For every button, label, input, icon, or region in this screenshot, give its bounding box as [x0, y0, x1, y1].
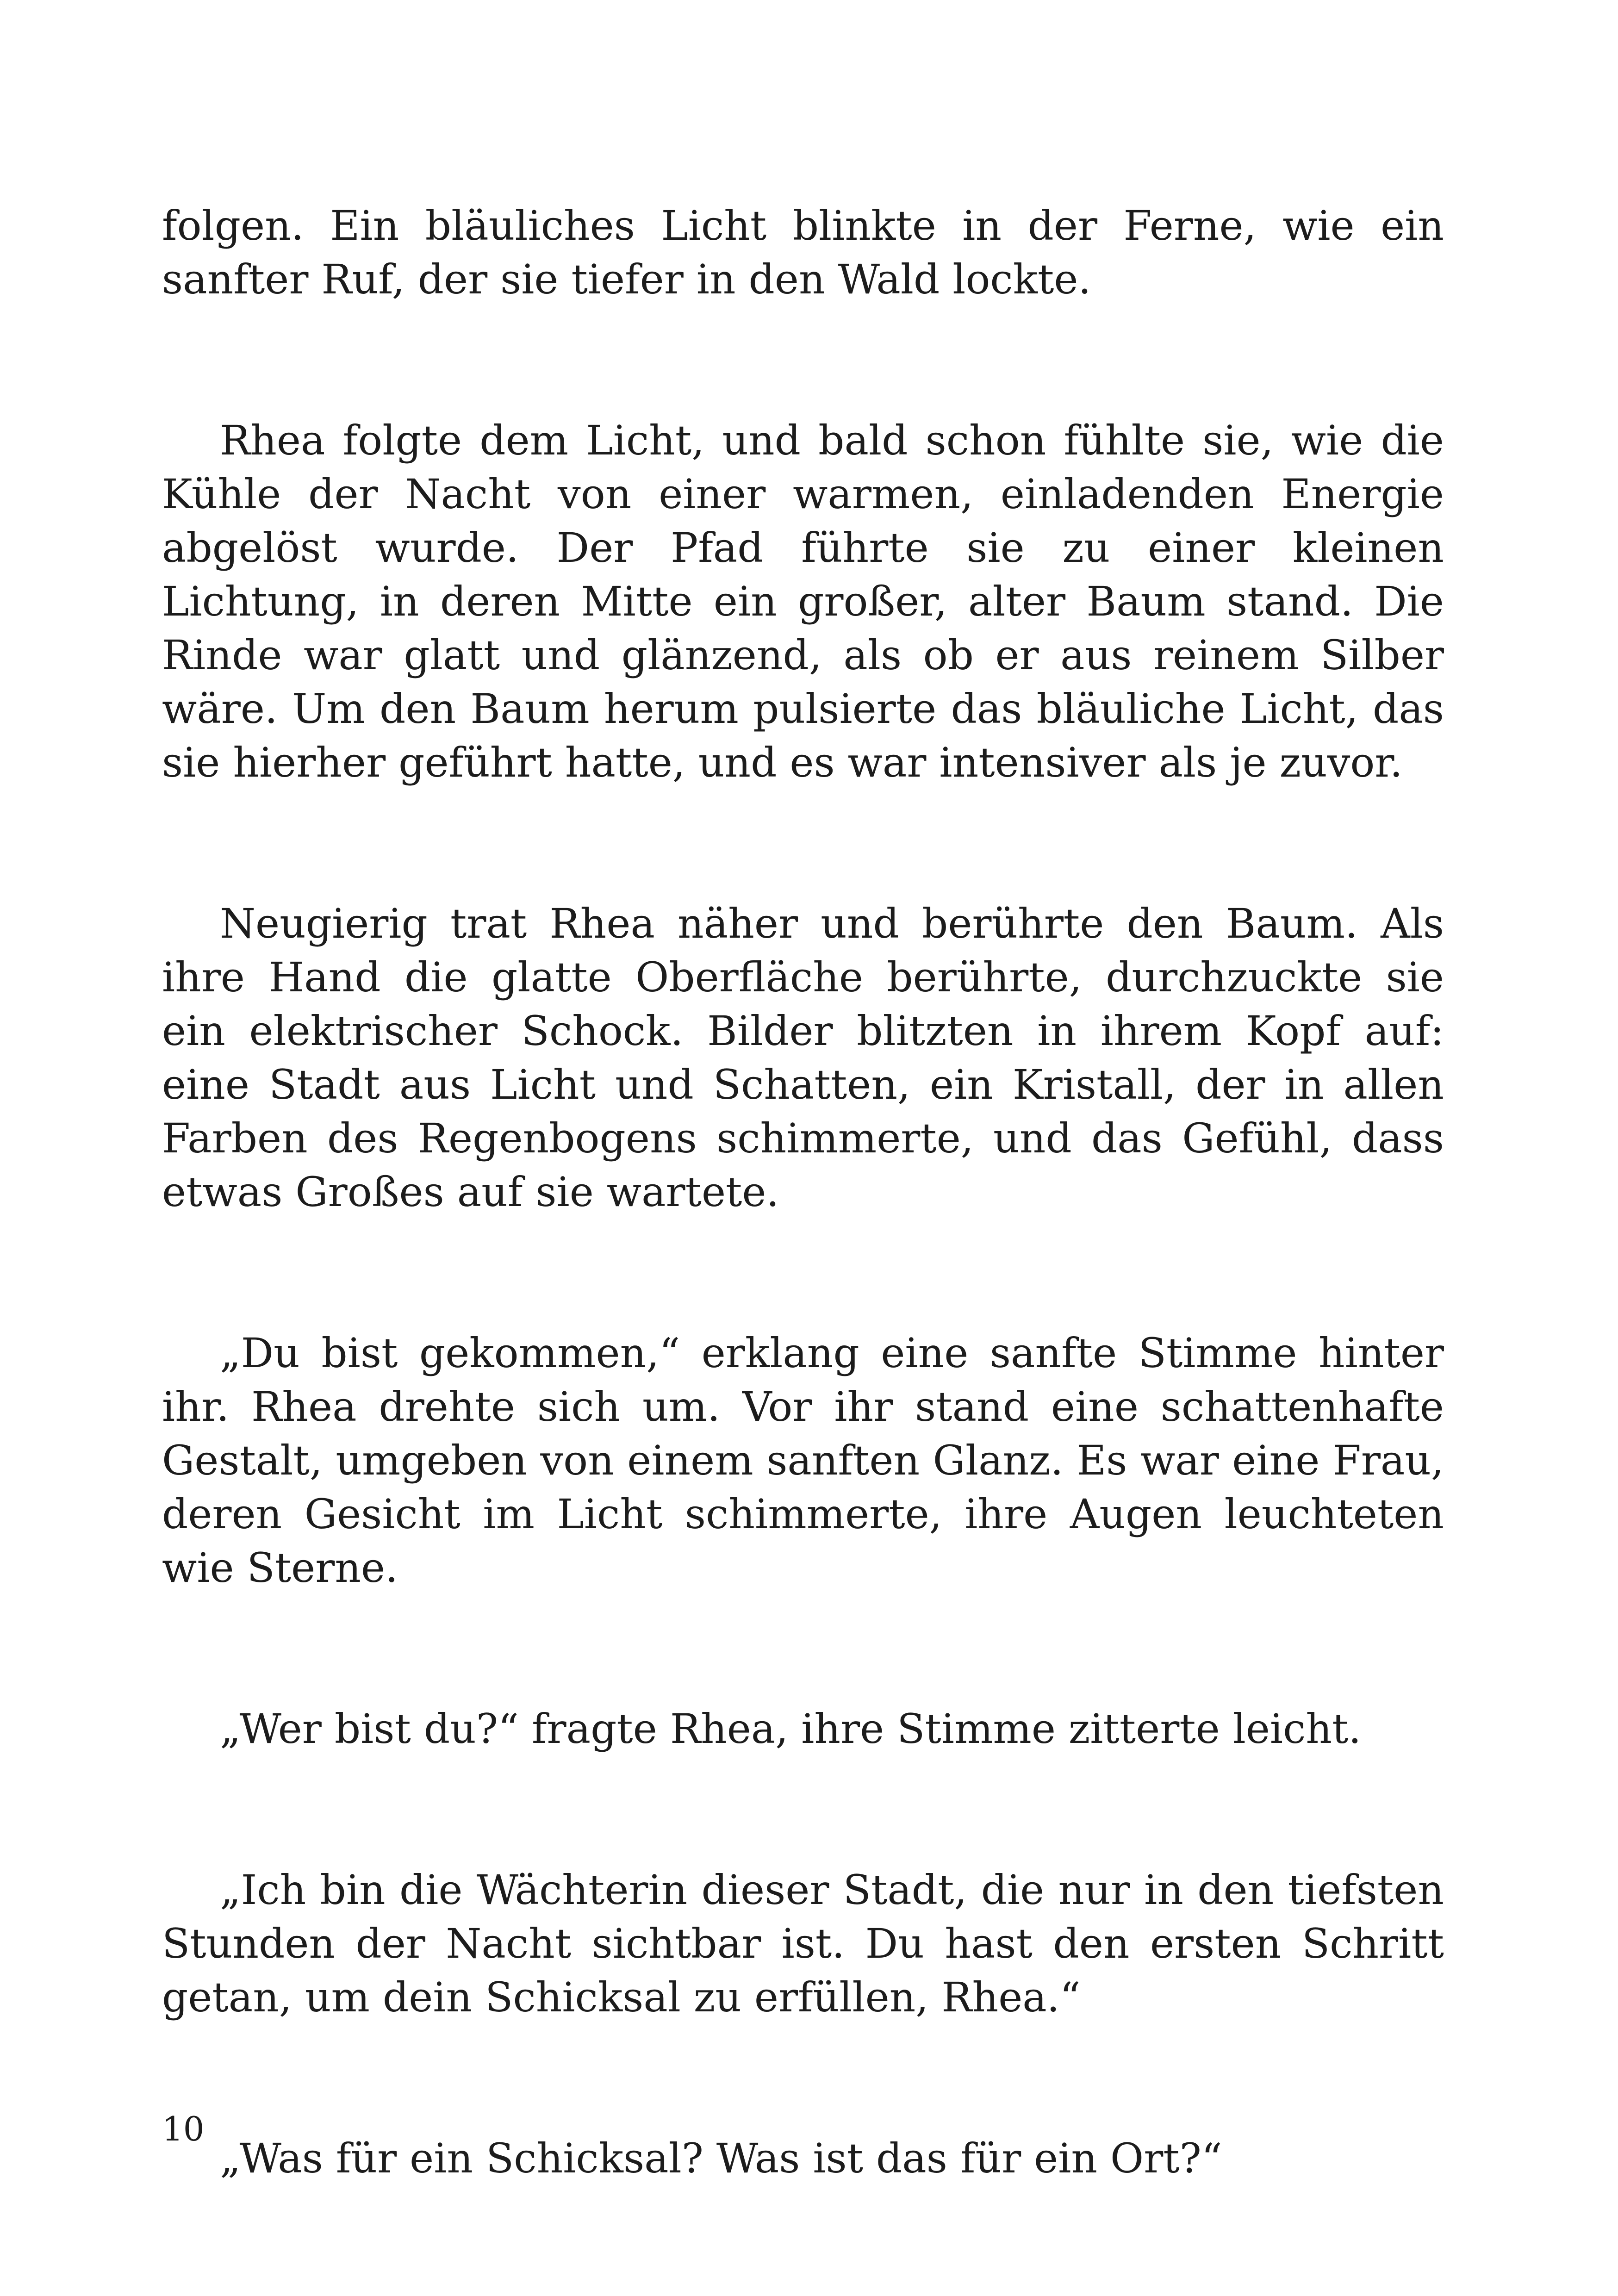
paragraph-who-are-you: „Wer bist du?“ fragte Rhea, ihre Stimme zitterte leicht.: [220, 1705, 1362, 1753]
paragraph-guardian-appears: „Du bist gekommen,“ erklang eine sanfte Stimme hinter ihr. Rhea drehte sich um. Vor ihr stand eine schattenhafte Gestalt, umgeben von einem sanften Glanz. Es war eine Frau, deren Gesicht im Licht schimmerte, ihre Augen leuchteten wie Sterne.: [162, 1329, 1444, 1592]
paragraph-continuation: folgen. Ein bläuliches Licht blinkte in der Ferne, wie ein sanfter Ruf, der sie tiefer in den Wald lockte.: [162, 202, 1444, 303]
paragraph-touch-tree: Neugierig trat Rhea näher und berührte den Baum. Als ihre Hand die glatte Oberfläche berührte, durchzuckte sie ein elektrischer Schock. Bilder blitzten in ihrem Kopf auf: eine Stadt aus Licht und Schatten, ein Kristall, der in allen Farben des Regenbogens schimmerte, und das Gefühl, dass etwas Großes auf sie wartete.: [162, 900, 1444, 1216]
page-body: [162, 199, 1444, 2185]
paragraph-guardian-answer: „Ich bin die Wächterin dieser Stadt, die nur in den tiefsten Stunden der Nacht sichtbar ist. Du hast den ersten Schritt getan, um dein Schicksal zu erfüllen, Rhea.“: [162, 1866, 1444, 2021]
paragraph-what-destiny: „Was für ein Schicksal? Was ist das für ein Ort?“: [220, 2134, 1222, 2182]
paragraph-light-clearing: Rhea folgte dem Licht, und bald schon fühlte sie, wie die Kühle der Nacht von einer warmen, einladenden Energie abgelöst wurde. Der Pfad führte sie zu einer kleinen Lichtung, in deren Mitte ein großer, alter Baum stand. Die Rinde war glatt und glänzend, als ob er aus reinem Silber wäre. Um den Baum herum pulsierte das bläuliche Licht, das sie hierher geführt hatte, und es war intensiver als je zuvor.: [162, 417, 1444, 786]
page-number: 10: [162, 2109, 205, 2148]
